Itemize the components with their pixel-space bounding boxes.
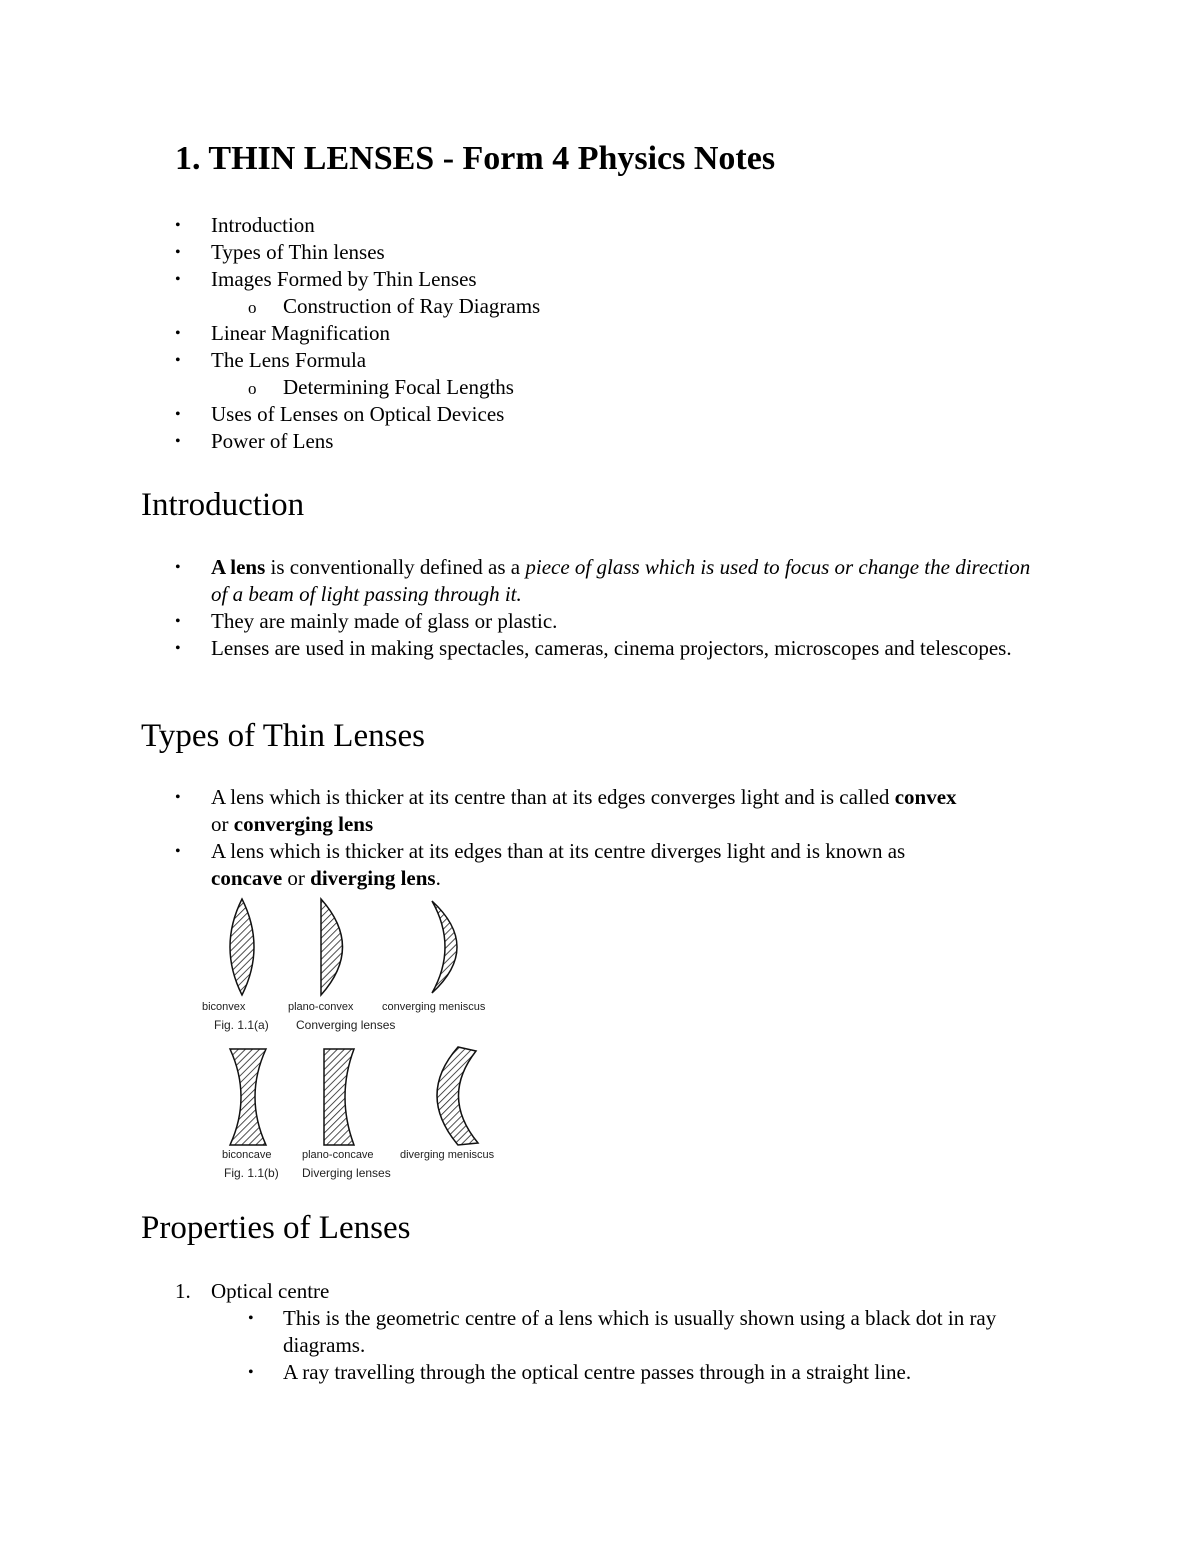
caption-fig-a: Fig. 1.1(a) <box>214 1018 269 1032</box>
bullet-icon: • <box>175 406 181 423</box>
item-number: 1. <box>175 1279 191 1303</box>
section-heading-properties: Properties of Lenses <box>141 1210 411 1246</box>
lens-types-figure <box>196 893 526 1185</box>
bullet-icon: • <box>175 789 181 806</box>
bullet-icon: • <box>175 433 181 450</box>
toc-item[interactable]: • Images Formed by Thin Lenses <box>175 267 477 291</box>
sub-bullet-icon: o <box>248 379 257 398</box>
toc-item[interactable]: • Linear Magnification <box>175 321 391 345</box>
numbered-item: 1. Optical centre <box>175 1279 330 1303</box>
bullet-icon: • <box>175 640 181 657</box>
list-item: • A lens which is thicker at its centre than at its edges converges light and is called convex or converging lens <box>175 785 957 836</box>
label-diverging-meniscus: diverging meniscus <box>400 1149 495 1161</box>
sub-bullet-icon: o <box>248 298 257 317</box>
bullet-icon: • <box>175 559 181 576</box>
section-heading-types: Types of Thin Lenses <box>141 718 425 754</box>
toc-item[interactable]: • Power of Lens <box>175 429 334 453</box>
list-item: • A lens is conventionally defined as a piece of glass which is used to focus or change the direction of a beam of light passing through it. <box>175 555 1031 606</box>
label-plano-convex: plano-convex <box>288 1001 354 1013</box>
table-of-contents <box>0 212 1200 455</box>
bullet-icon: • <box>175 217 181 234</box>
list-item: • They are mainly made of glass or plastic. <box>175 609 558 633</box>
list-item: • A ray travelling through the optical centre passes through in a straight line. <box>248 1360 912 1384</box>
bullet-icon: • <box>175 843 181 860</box>
label-converging-meniscus: converging meniscus <box>382 1001 486 1013</box>
toc-item[interactable]: • The Lens Formula <box>175 348 367 372</box>
caption-fig-b: Fig. 1.1(b) <box>224 1166 279 1180</box>
bullet-icon: • <box>175 352 181 369</box>
bullet-icon: • <box>175 613 181 630</box>
bullet-icon: • <box>175 244 181 261</box>
label-biconvex: biconvex <box>202 1001 246 1013</box>
label-biconcave: biconcave <box>222 1149 272 1161</box>
bullet-icon: • <box>248 1310 254 1327</box>
diverging-meniscus-lens <box>437 1047 478 1145</box>
list-item: • This is the geometric centre of a lens which is usually shown using a black dot in ray diagrams. <box>248 1306 997 1357</box>
types-list <box>0 784 1200 892</box>
label-plano-concave: plano-concave <box>302 1149 374 1161</box>
plano-convex-lens <box>321 899 343 995</box>
bullet-icon: • <box>175 271 181 288</box>
introduction-list <box>0 554 1200 662</box>
list-item: • A lens which is thicker at its edges than at its centre diverges light and is known as concave or diverging lens. <box>175 839 906 890</box>
toc-item[interactable]: • Uses of Lenses on Optical Devices <box>175 402 505 426</box>
bullet-icon: • <box>175 325 181 342</box>
toc-subitem[interactable]: o Determining Focal Lengths <box>0 374 1200 401</box>
section-heading-introduction: Introduction <box>141 487 305 523</box>
biconvex-lens <box>230 899 254 995</box>
toc-subitem[interactable]: o Construction of Ray Diagrams <box>0 293 1200 320</box>
biconcave-lens <box>230 1049 266 1145</box>
plano-concave-lens <box>324 1049 354 1145</box>
page-title: 1. THIN LENSES - Form 4 Physics Notes <box>175 140 776 177</box>
toc-item[interactable]: • Introduction <box>175 213 315 237</box>
list-item: • Lenses are used in making spectacles, cameras, cinema projectors, microscopes and telescopes. <box>175 636 1012 660</box>
caption-diverging: Diverging lenses <box>302 1166 391 1180</box>
bullet-icon: • <box>248 1364 254 1381</box>
caption-converging: Converging lenses <box>296 1018 396 1032</box>
properties-list <box>0 1278 1200 1386</box>
converging-meniscus-lens <box>432 901 457 993</box>
toc-item[interactable]: • Types of Thin lenses <box>175 240 385 264</box>
